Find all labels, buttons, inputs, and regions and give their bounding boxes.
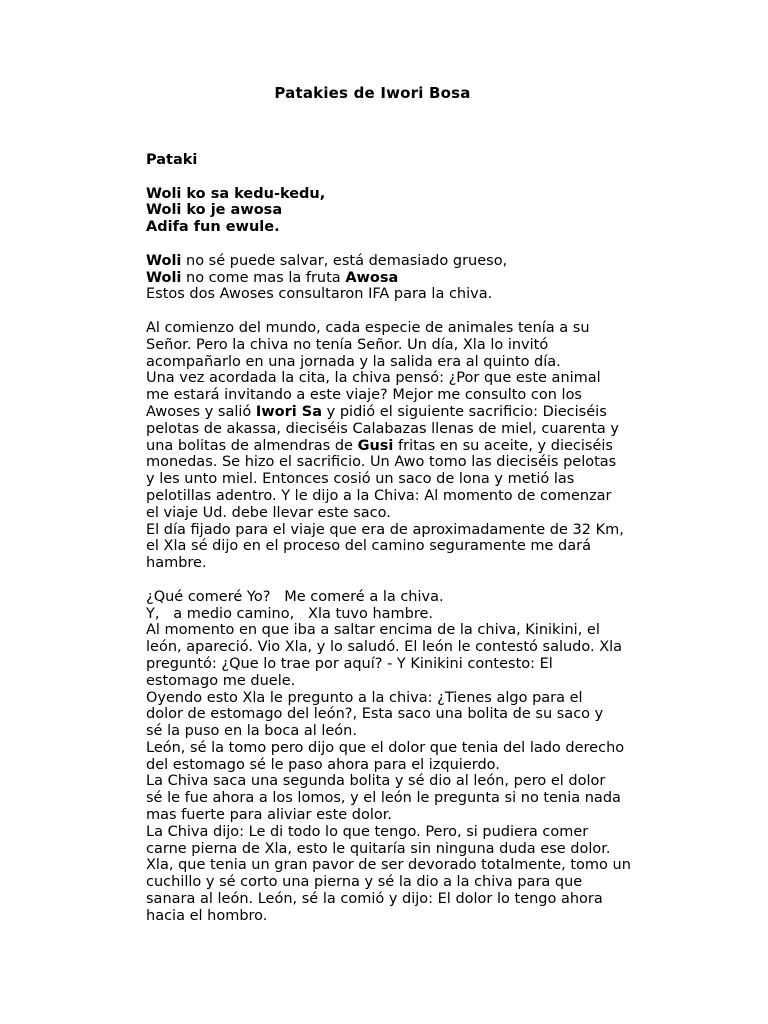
paragraph-line: La Chiva saca una segunda bolita y sé dio al león, pero el dolor bbox=[146, 773, 606, 790]
paragraph-line: sé la puso en la boca al león. bbox=[146, 723, 357, 740]
stanza-line: Woli no sé puede salvar, está demasiado grueso, bbox=[146, 252, 508, 269]
paragraph-line: Una vez acordada la cita, la chiva pensó: ¿Por que este animal bbox=[146, 370, 601, 387]
paragraph-line: pelotillas adentro. Y le dijo a la Chiva: Al momento de comenzar bbox=[146, 487, 612, 504]
paragraph-line: sé le fue ahora a los lomos, y el león le pregunta si no tenia nada bbox=[146, 790, 621, 807]
paragraph-line: pelotas de akassa, dieciséis Calabazas llenas de miel, cuarenta y bbox=[146, 420, 619, 437]
paragraph-line: Awoses y salió Iwori Sa y pidió el siguiente sacrificio: Dieciséis bbox=[146, 403, 607, 420]
paragraph-line: el Xla sé dijo en el proceso del camino seguramente me dará bbox=[146, 538, 591, 555]
paragraph-line: estomago me duele. bbox=[146, 672, 296, 689]
paragraph-line: cuchillo y sé corto una pierna y sé la dio a la chiva para que bbox=[146, 874, 583, 891]
paragraph-line: una bolitas de almendras de Gusi fritas en su aceite, y dieciséis bbox=[146, 437, 613, 454]
paragraph-line: Señor. Pero la chiva no tenía Señor. Un día, Xla lo invitó bbox=[146, 336, 549, 353]
paragraph-line: Y, a medio camino, Xla tuvo hambre. bbox=[146, 605, 434, 622]
paragraph-line: dolor de estomago del león?, Esta saco una bolita de su saco y bbox=[146, 706, 604, 723]
paragraph-line: Xla, que tenia un gran pavor de ser devorado totalmente, tomo un bbox=[146, 857, 631, 874]
paragraph-line: hambre. bbox=[146, 555, 207, 572]
paragraph-line: león, apareció. Vio Xla, y lo saludó. El león le contestó saludo. Xla bbox=[146, 639, 623, 656]
paragraph-line: del estomago sé le paso ahora para el izquierdo. bbox=[146, 756, 500, 773]
paragraph-line: mas fuerte para aliviar este dolor. bbox=[146, 807, 393, 824]
paragraph-line: acompañarlo en una jornada y la salida era al quinto día. bbox=[146, 353, 561, 370]
paragraph-line: El día fijado para el viaje que era de aproximadamente de 32 Km, bbox=[146, 521, 624, 538]
section-heading: Pataki bbox=[146, 152, 198, 168]
verse-line: Woli ko je awosa bbox=[146, 202, 283, 219]
stanza-line: Woli no come mas la fruta Awosa bbox=[146, 269, 399, 286]
paragraph-line: me estará invitando a este viaje? Mejor me consulto con los bbox=[146, 387, 582, 404]
paragraph-line: ¿Qué comeré Yo? Me comeré a la chiva. bbox=[146, 588, 444, 605]
paragraph-line: Oyendo esto Xla le pregunto a la chiva: ¿Tienes algo para el bbox=[146, 689, 583, 706]
paragraph-line: carne pierna de Xla, esto le quitaría sin ninguna duda ese dolor. bbox=[146, 840, 611, 857]
paragraph-line: y les unto miel. Entonces cosió un saco de lona y metió las bbox=[146, 471, 575, 488]
paragraph-line: sanara al león. León, sé la comió y dijo: El dolor lo tengo ahora bbox=[146, 891, 603, 908]
document-title: Patakies de Iwori Bosa bbox=[274, 84, 471, 102]
stanza-line: Estos dos Awoses consultaron IFA para la chiva. bbox=[146, 286, 493, 303]
paragraph-line: Al momento en que iba a saltar encima de la chiva, Kinikini, el bbox=[146, 622, 600, 639]
paragraph-line: el viaje Ud. debe llevar este saco. bbox=[146, 504, 391, 521]
paragraph-line: Al comienzo del mundo, cada especie de animales tenía a su bbox=[146, 319, 590, 336]
paragraph-line: preguntó: ¿Que lo trae por aquí? - Y Kinikini contesto: El bbox=[146, 655, 553, 672]
paragraph-line: hacia el hombro. bbox=[146, 907, 268, 924]
paragraph-line: monedas. Se hizo el sacrificio. Un Awo tomo las dieciséis pelotas bbox=[146, 454, 617, 471]
paragraph-line: La Chiva dijo: Le di todo lo que tengo. Pero, si pudiera comer bbox=[146, 823, 589, 840]
document-body bbox=[146, 152, 631, 925]
paragraph-line: León, sé la tomo pero dijo que el dolor que tenia del lado derecho bbox=[146, 739, 625, 756]
verse-line: Adifa fun ewule. bbox=[146, 219, 280, 236]
verse-line: Woli ko sa kedu-kedu, bbox=[146, 185, 326, 202]
